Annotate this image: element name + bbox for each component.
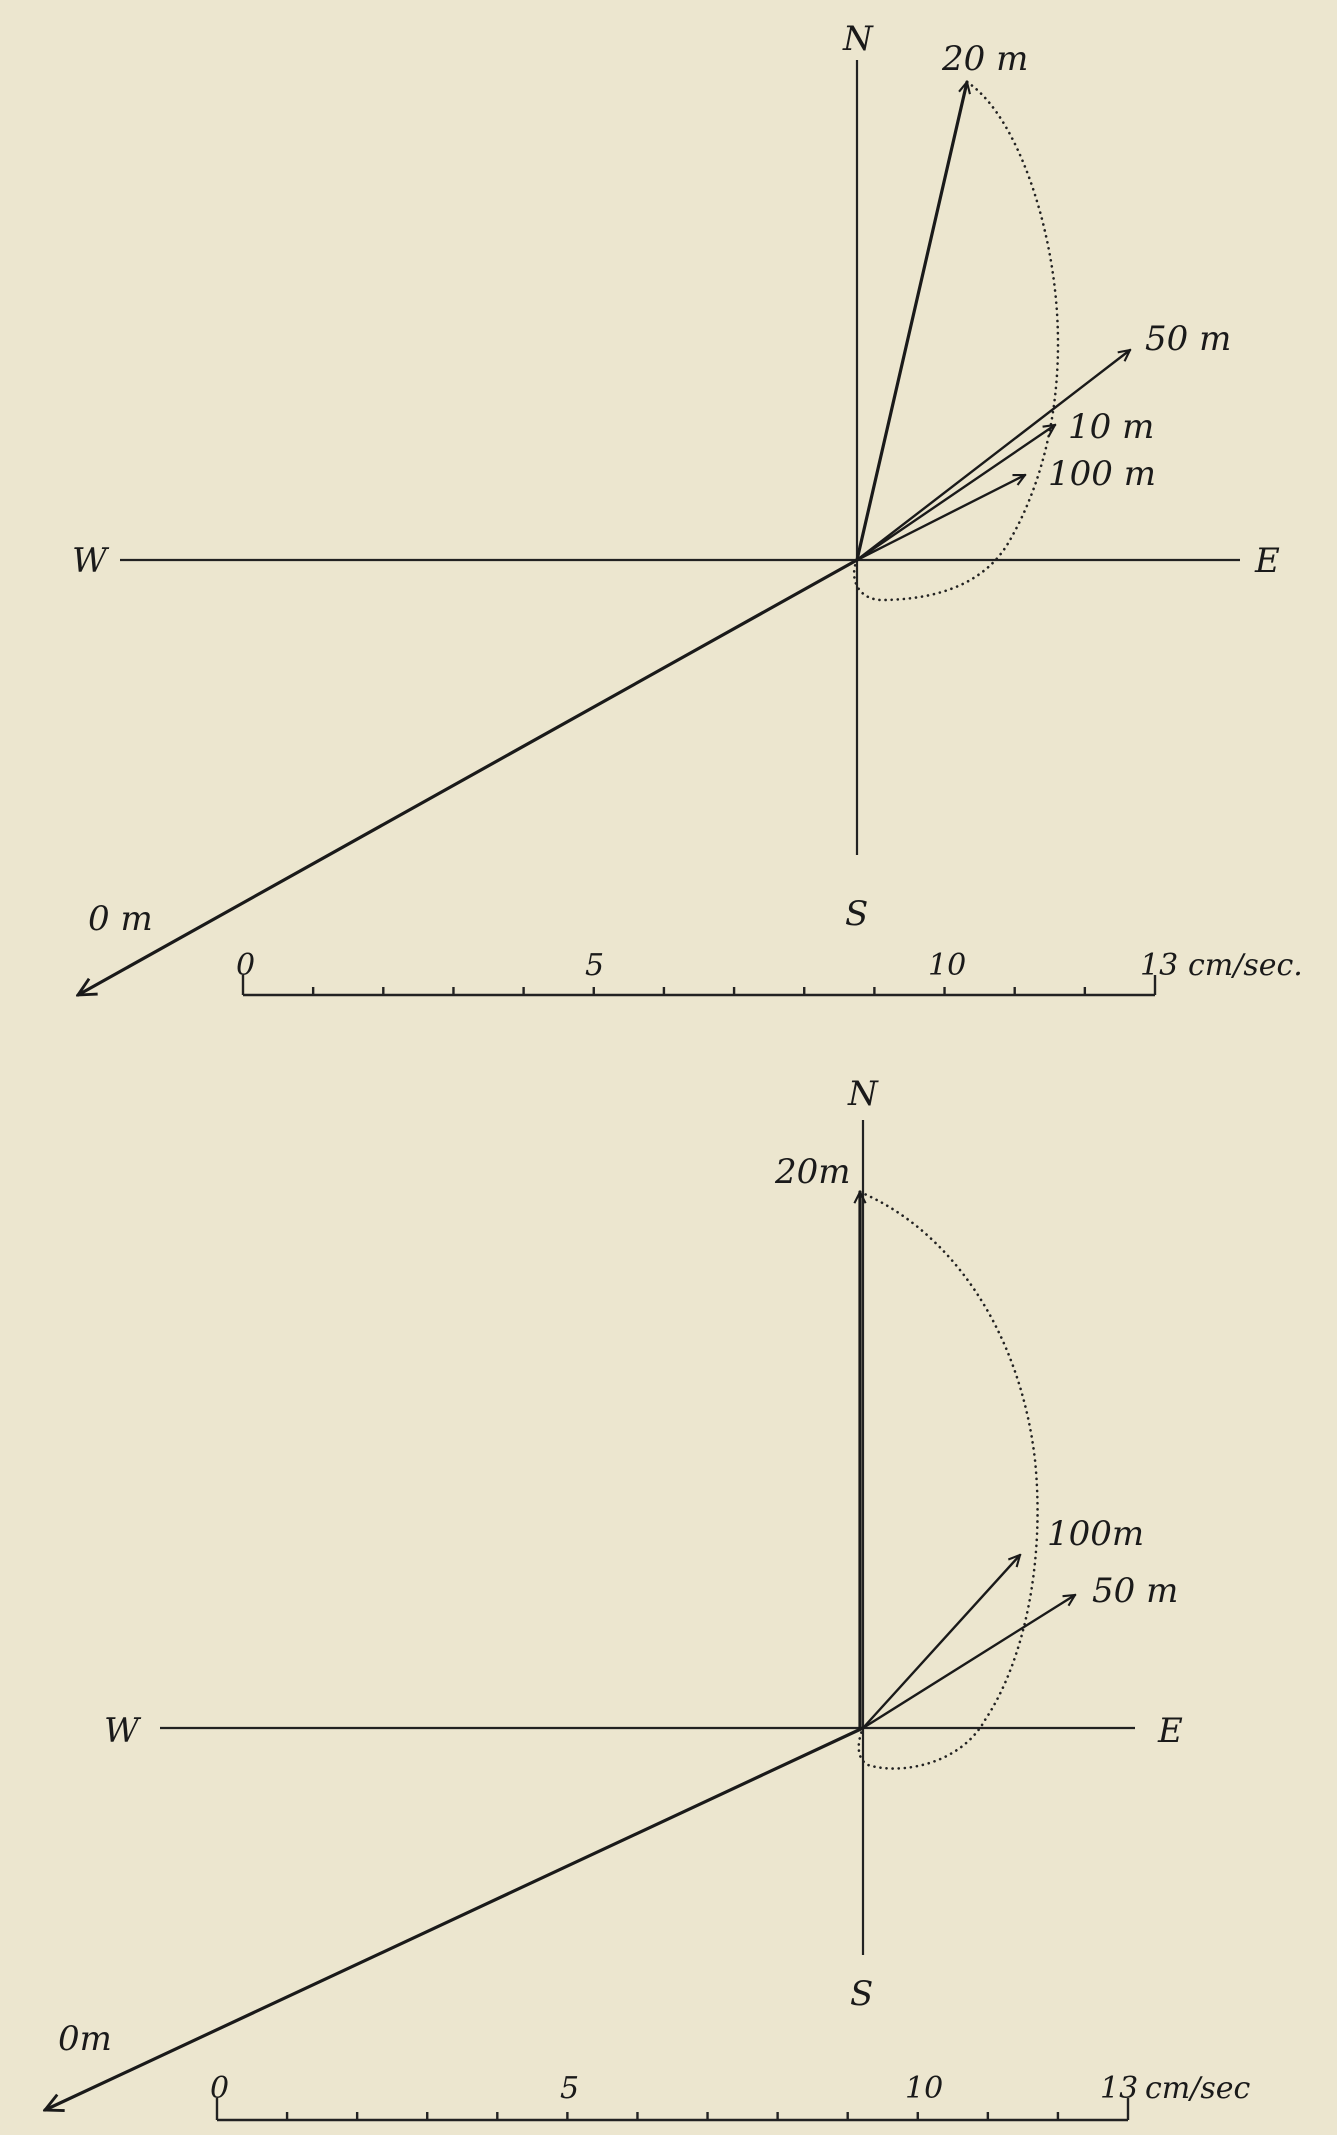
vector-label-0m: 0 m [88, 899, 153, 939]
vector-100m [863, 1555, 1020, 1728]
diagram-2 [45, 1074, 1251, 2120]
scale-tick-10: 10 [905, 2071, 944, 2106]
hodograph-curve [854, 82, 1058, 600]
vector-10m [857, 425, 1055, 560]
vector-0m [45, 1728, 863, 2110]
scale-unit: cm/sec [1145, 2071, 1251, 2106]
scale-tick-13: 13 [1140, 948, 1179, 983]
scale-bar [210, 2071, 1251, 2120]
scale-tick-5: 5 [560, 2071, 580, 2106]
west-label: W [104, 1711, 139, 1751]
scale-bar [236, 948, 1303, 995]
scale-tick-0: 0 [210, 2071, 230, 2106]
vector-label-20m: 20 m [942, 39, 1029, 79]
vector-label-100m: 100 m [1048, 454, 1156, 494]
scale-tick-0: 0 [236, 948, 256, 983]
north-label: N [843, 19, 873, 59]
diagram-1 [72, 19, 1303, 995]
north-label: N [848, 1074, 878, 1114]
vector-100m [857, 475, 1025, 560]
east-label: E [1255, 541, 1280, 581]
hodograph-curve [859, 1192, 1038, 1769]
west-label: W [72, 541, 107, 581]
current-vectors [45, 1192, 1075, 2110]
east-label: E [1158, 1711, 1183, 1751]
vector-label-20m: 20m [775, 1152, 851, 1192]
vector-label-0m: 0m [58, 2019, 112, 2059]
south-label: S [850, 1974, 874, 2014]
south-label: S [845, 894, 869, 934]
scale-unit: cm/sec. [1188, 948, 1303, 983]
vector-label-10m: 10 m [1068, 407, 1155, 447]
vector-label-100m: 100m [1047, 1514, 1145, 1554]
scale-tick-10: 10 [928, 948, 967, 983]
vector-label-50m: 50 m [1145, 319, 1232, 359]
vector-0m [78, 560, 857, 995]
current-vectors [78, 82, 1130, 995]
vector-50m [863, 1595, 1075, 1728]
compass-axes [104, 1074, 1183, 2014]
scale-tick-13: 13 [1100, 2071, 1139, 2106]
scale-tick-5: 5 [585, 948, 605, 983]
vector-label-50m: 50 m [1092, 1571, 1179, 1611]
